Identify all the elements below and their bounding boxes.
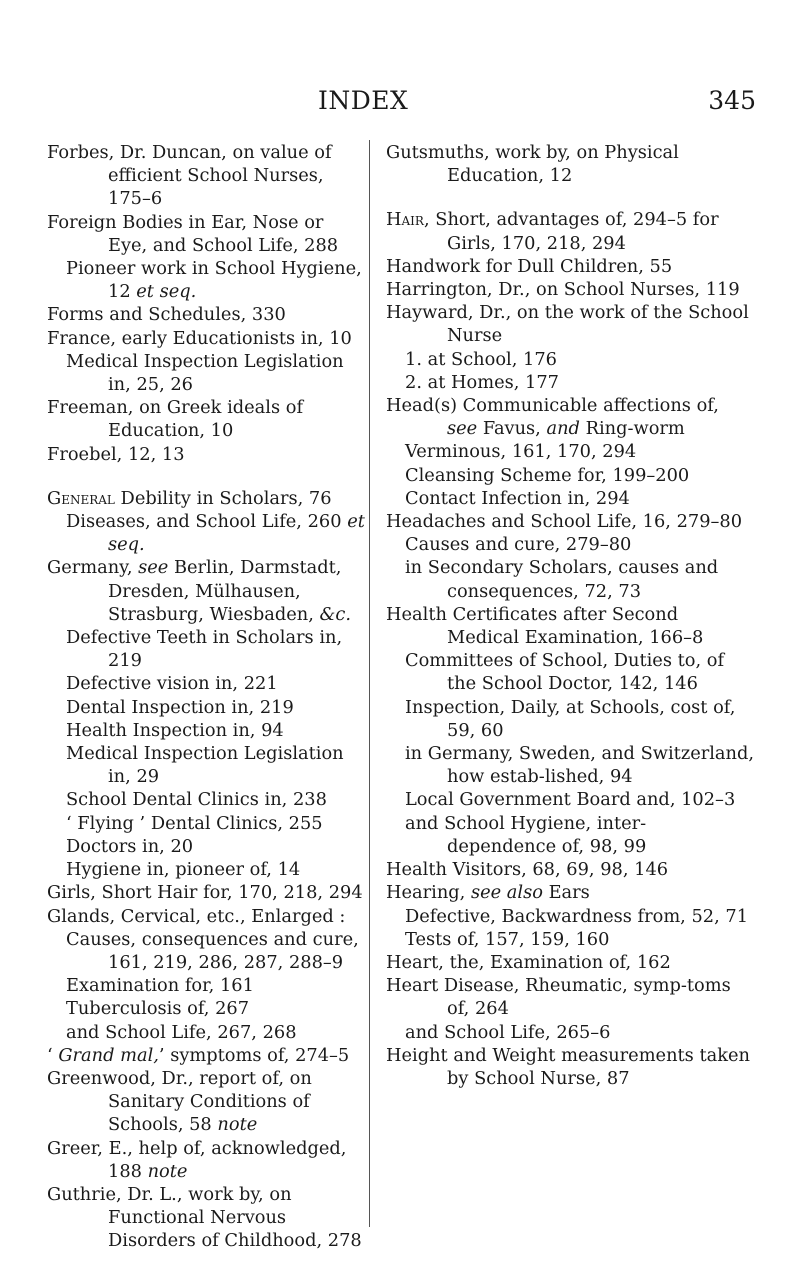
entry-text: Medical Inspection Legislation in, 29 xyxy=(66,743,344,788)
index-entry xyxy=(47,556,367,626)
index-entry xyxy=(47,141,367,211)
column-divider xyxy=(369,140,370,1227)
entry-text: Verminous, 161, 170, 294 xyxy=(405,441,637,463)
entry-text: Defective vision in, 221 xyxy=(66,673,278,695)
entry-text: Causes and cure, 279–80 xyxy=(405,534,632,556)
entry-text: Inspection, Daily, at Schools, cost of, 59, 60 xyxy=(405,696,736,741)
index-subentry xyxy=(386,348,754,371)
entry-text: France, early Educationists in, 10 xyxy=(47,327,352,349)
index-subentry xyxy=(47,974,367,997)
entry-text: and School Life, 267, 268 xyxy=(66,1021,297,1043)
page-number: 345 xyxy=(708,86,756,115)
entry-text: Debility in Scholars, 76 xyxy=(114,487,332,509)
entry-text: see also xyxy=(470,882,543,904)
section-gap xyxy=(386,187,754,208)
entry-text: Germany, xyxy=(47,557,139,579)
index-entry xyxy=(47,487,367,510)
index-entry xyxy=(47,1044,367,1067)
entry-text: 1. at School, 176 xyxy=(405,348,557,370)
entry-text: ‘ Flying ’ Dental Clinics, 255 xyxy=(66,812,323,834)
entry-text: note xyxy=(217,1114,258,1136)
entry-text: Medical Inspection Legislation in, 25, 26 xyxy=(66,350,344,396)
index-entry xyxy=(386,394,754,440)
entry-text: Doctors in, 20 xyxy=(66,835,194,857)
index-subentry xyxy=(386,1021,754,1044)
entry-text: Grand mal, xyxy=(58,1044,159,1066)
entry-text: Local Government Board and, 102–3 xyxy=(405,789,736,811)
index-subentry xyxy=(386,788,754,811)
entry-text: Hayward, Dr., on the work of the School Nurse xyxy=(386,302,749,347)
entry-text: see xyxy=(447,418,478,440)
entry-text: Favus, xyxy=(477,418,547,440)
index-subentry xyxy=(47,928,367,974)
entry-text: Greenwood, Dr., report of, on Sanitary Conditions of Schools, 58 xyxy=(47,1067,312,1136)
entry-text: Head(s) Communicable affections of, xyxy=(386,395,719,417)
index-subentry xyxy=(386,556,754,602)
entry-text: Health Inspection in, 94 xyxy=(66,719,284,741)
index-entry xyxy=(47,1067,367,1137)
entry-text: Health Certificates after Second Medical Examination, 166–8 xyxy=(386,603,704,649)
index-entry xyxy=(386,974,754,1020)
entry-text: Berlin, Darmstadt, Dresden, Mülhausen, Strasburg, Wiesbaden, xyxy=(108,557,342,625)
entry-text: Examination for, 161 xyxy=(66,975,254,997)
entry-text: Guthrie, Dr. L., work by, on Functional Nervous Disorders of Childhood, 278 xyxy=(47,1183,362,1252)
index-subentry xyxy=(47,626,367,672)
entry-text: Freeman, on Greek ideals of Education, 10 xyxy=(47,397,304,442)
index-subentry xyxy=(47,835,367,858)
entry-text: &c. xyxy=(319,603,351,625)
index-entry xyxy=(47,1183,367,1253)
index-entry xyxy=(47,211,367,257)
entry-text: Health Visitors, 68, 69, 98, 146 xyxy=(386,859,669,881)
entry-text: Hearing, xyxy=(386,882,471,904)
index-entry xyxy=(47,1137,367,1183)
index-subentry xyxy=(47,997,367,1020)
index-subentry xyxy=(47,672,367,695)
index-subentry xyxy=(386,696,754,742)
entry-text: Diseases, and School Life, 260 xyxy=(66,511,348,533)
entry-text: in Secondary Scholars, causes and consequences, 72, 73 xyxy=(405,557,719,602)
entry-text: Foreign Bodies in Ear, Nose or Eye, and School Life, 288 xyxy=(47,211,339,256)
index-subentry xyxy=(386,742,754,788)
entry-text: Height and Weight measurements taken by School Nurse, 87 xyxy=(386,1044,750,1089)
index-subentry xyxy=(47,350,367,396)
entry-text: Hair xyxy=(386,209,424,231)
index-entry xyxy=(386,278,754,301)
index-subentry xyxy=(386,371,754,394)
index-column-right xyxy=(386,141,754,1090)
entry-text: Heart Disease, Rheumatic, symp-toms of, 264 xyxy=(386,975,731,1020)
entry-text: School Dental Clinics in, 238 xyxy=(66,789,327,811)
index-subentry xyxy=(47,257,367,303)
entry-text: Defective, Backwardness from, 52, 71 xyxy=(405,905,749,927)
entry-text: Gutsmuths, work by, on Physical Education, 12 xyxy=(386,142,679,187)
entry-text: Ring-worm xyxy=(579,418,685,440)
index-subentry xyxy=(47,1021,367,1044)
index-subentry xyxy=(386,487,754,510)
entry-text: Forms and Schedules, 330 xyxy=(47,304,286,326)
entry-text: and xyxy=(546,418,580,440)
index-subentry xyxy=(386,649,754,695)
index-subentry xyxy=(47,510,367,556)
entry-text: and School Life, 265–6 xyxy=(405,1021,611,1043)
index-entry xyxy=(386,881,754,904)
index-entry xyxy=(386,301,754,347)
entry-text: Handwork for Dull Children, 55 xyxy=(386,255,673,277)
entry-text: Heart, the, Examination of, 162 xyxy=(386,951,671,973)
entry-text: Defective Teeth in Scholars in, 219 xyxy=(66,627,343,672)
index-subentry xyxy=(47,812,367,835)
entry-text: ‘ xyxy=(47,1044,59,1066)
index-subentry xyxy=(47,788,367,811)
entry-text: Ears xyxy=(542,882,590,904)
index-entry xyxy=(47,905,367,928)
page-header xyxy=(0,86,801,122)
index-entry xyxy=(386,255,754,278)
entry-text: ’ symptoms of, 274–5 xyxy=(158,1044,350,1066)
entry-text: Greer, E., help of, acknowledged, 188 xyxy=(47,1137,347,1182)
index-entry xyxy=(47,443,367,466)
entry-text: and School Hygiene, inter-dependence of, 98, 99 xyxy=(405,812,647,857)
index-entry xyxy=(47,303,367,326)
index-subentry xyxy=(386,464,754,487)
entry-text: 2. at Homes, 177 xyxy=(405,371,559,393)
entry-text: General xyxy=(47,487,115,509)
entry-text: Tuberculosis of, 267 xyxy=(66,998,250,1020)
entry-text: see xyxy=(138,557,169,579)
index-entry xyxy=(386,603,754,649)
entry-text: Headaches and School Life, 16, 279–80 xyxy=(386,511,743,533)
entry-text: Contact Infection in, 294 xyxy=(405,487,630,509)
index-entry xyxy=(386,141,754,187)
index-subentry xyxy=(47,719,367,742)
entry-text: Dental Inspection in, 219 xyxy=(66,696,294,718)
entry-text: Pioneer work in School Hygiene, 12 xyxy=(66,258,362,303)
entry-text: Froebel, 12, 13 xyxy=(47,443,185,465)
index-subentry xyxy=(386,440,754,463)
index-entry xyxy=(386,208,754,254)
section-gap xyxy=(47,466,367,487)
entry-text: Forbes, Dr. Duncan, on value of efficient School Nurses, 175–6 xyxy=(47,142,332,210)
index-entry xyxy=(47,327,367,350)
entry-text: Cleansing Scheme for, 199–200 xyxy=(405,464,690,486)
entry-text: Committees of School, Duties to, of the School Doctor, 142, 146 xyxy=(405,650,725,695)
index-subentry xyxy=(386,905,754,928)
entry-text: Glands, Cervical, etc., Enlarged : xyxy=(47,905,346,927)
entry-text: et seq. xyxy=(108,511,365,556)
entry-text: , Short, advantages of, 294–5 for Girls, 170, 218, 294 xyxy=(423,209,719,254)
entry-text: et seq. xyxy=(136,281,197,303)
entry-text: in Germany, Sweden, and Switzerland, how estab-lished, 94 xyxy=(405,743,754,788)
index-subentry xyxy=(386,533,754,556)
entry-text: note xyxy=(147,1160,188,1182)
index-column-left xyxy=(47,141,367,1253)
index-subentry xyxy=(47,858,367,881)
entry-text: Harrington, Dr., on School Nurses, 119 xyxy=(386,279,740,301)
index-entry xyxy=(47,881,367,904)
entry-text: Tests of, 157, 159, 160 xyxy=(405,928,610,950)
index-entry xyxy=(47,396,367,442)
page-title: INDEX xyxy=(318,86,409,115)
index-subentry xyxy=(386,812,754,858)
index-entry xyxy=(386,858,754,881)
entry-text: Girls, Short Hair for, 170, 218, 294 xyxy=(47,882,363,904)
entry-text: Causes, consequences and cure, 161, 219, 286, 287, 288–9 xyxy=(66,928,359,973)
index-entry xyxy=(386,951,754,974)
index-entry xyxy=(386,1044,754,1090)
entry-text: Hygiene in, pioneer of, 14 xyxy=(66,859,301,881)
index-subentry xyxy=(47,696,367,719)
index-subentry xyxy=(47,742,367,788)
index-entry xyxy=(386,510,754,533)
index-subentry xyxy=(386,928,754,951)
